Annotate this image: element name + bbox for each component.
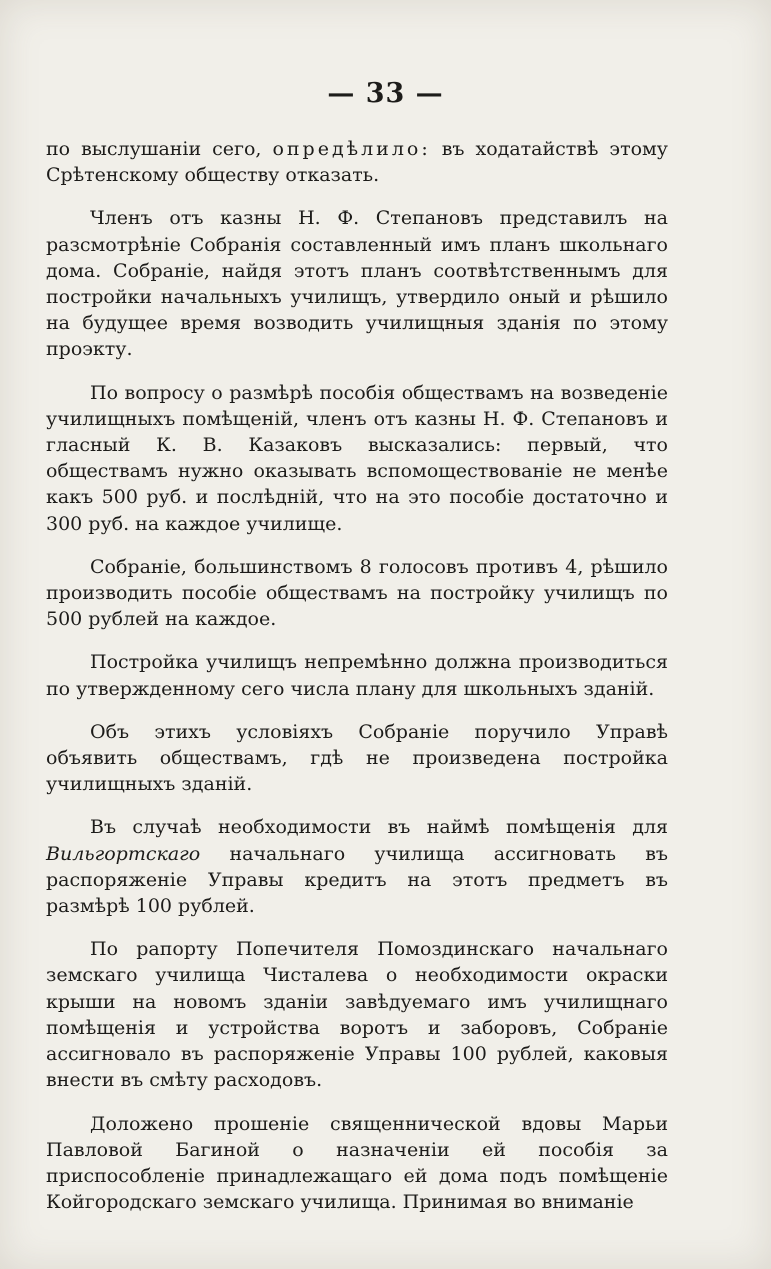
paragraph-5: Постройка училищъ непремѣнно должна производиться по утвержденному сего числа плану для школьныхъ зданій. bbox=[46, 651, 668, 700]
paragraph-1-tail: въ ходатайствѣ этому Срѣтенскому обществу отказать. bbox=[46, 138, 668, 187]
document-body bbox=[46, 136, 668, 1232]
paragraph-2: Членъ отъ казны Н. Ф. Степановъ представилъ на разсмотрѣніе Собранія составленный имъ планъ школьнаго дома. Собраніе, найдя этотъ планъ соотвѣтственнымъ для постройки начальныхъ училищъ, утвердило оный и рѣшило на будущее время возводить училищныя зданія по этому проэкту. bbox=[46, 207, 668, 361]
paragraph-7 bbox=[46, 814, 668, 919]
paragraph-6: Объ этихъ условіяхъ Собраніе поручило Управѣ объявить обществамъ, гдѣ не произведена постройка училищныхъ зданій. bbox=[46, 720, 668, 796]
paragraph-4: Собраніе, большинствомъ 8 голосовъ противъ 4, рѣшило производить пособіе обществамъ на постройку училищъ по 500 рублей на каждое. bbox=[46, 555, 668, 631]
paragraph-1 bbox=[46, 136, 668, 188]
paragraph-7-emphasis: Вильгортскаго bbox=[46, 842, 201, 865]
paragraph-8: По рапорту Попечителя Помоздинскаго начальнаго земскаго училища Чисталева о необходимости окраски крыши на новомъ зданіи завѣдуемаго имъ училищнаго помѣщенія и устройства воротъ и заборовъ, Собраніе ассигновало въ распоряженіе Управы 100 рублей, каковыя внести въ смѣту расходовъ. bbox=[46, 938, 668, 1092]
page-number: — 33 — bbox=[327, 78, 444, 109]
paragraph-1-lead: по выслушаніи сего, bbox=[46, 138, 273, 160]
paragraph-3: По вопросу о размѣрѣ пособія обществамъ на возведеніе училищныхъ помѣщеній, членъ отъ казны Н. Ф. Степановъ и гласный К. В. Казаковъ высказались: первый, что обществамъ нужно оказывать вспомоществованіе не менѣе какъ 500 руб. и послѣдній, что на это пособіе достаточно и 300 руб. на каждое училище. bbox=[46, 381, 668, 535]
paragraph-1-emphasis: опредѣлило: bbox=[272, 138, 431, 160]
paragraph-9: Доложено прошеніе священнической вдовы Марьи Павловой Багиной о назначеніи ей пособія за приспособленіе принадлежащаго ей дома подъ помѣщеніе Койгородскаго земскаго училища. Принимая во вниманіе bbox=[46, 1112, 668, 1214]
paragraph-7-tail: начальнаго училища ассигновать въ распоряженіе Управы кредитъ на этотъ предметъ въ размѣрѣ 100 рублей. bbox=[46, 842, 668, 918]
paragraph-7-lead: Въ случаѣ необходимости въ наймѣ помѣщенія для bbox=[90, 816, 668, 839]
